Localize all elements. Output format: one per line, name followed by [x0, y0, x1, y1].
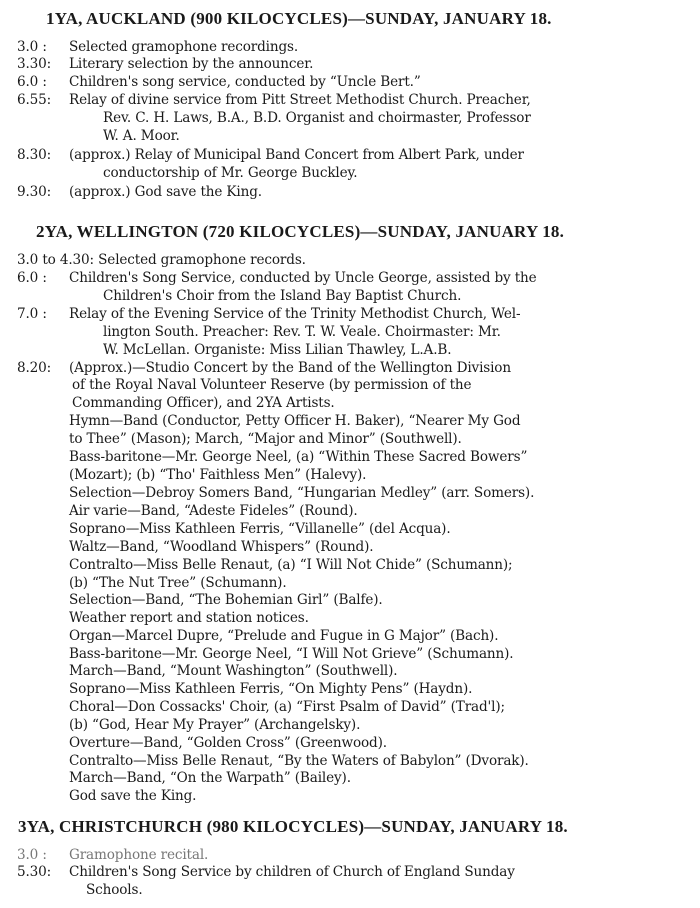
programme-line — [17, 360, 697, 377]
line-text: (approx.) God save the King. — [69, 184, 262, 200]
programme-item: (b) “God, Hear My Prayer” (Archangelsky). — [69, 717, 361, 733]
programme-line — [17, 92, 697, 109]
programme-item: March—Band, “On the Warpath” (Bailey). — [69, 770, 351, 786]
programme-item: Contralto—Miss Belle Renaut, (a) “I Will Not Chide” (Schumann); — [69, 557, 513, 573]
programme-line-continued: Rev. C. H. Laws, B.A., B.D. Organist and choirmaster, Professor — [103, 110, 531, 126]
time-label: 6.0 : — [17, 74, 47, 90]
section-heading-1ya: 1YA, AUCKLAND (900 KILOCYCLES)—SUNDAY, JANUARY 18. — [46, 9, 552, 28]
section-heading-2ya: 2YA, WELLINGTON (720 KILOCYCLES)—SUNDAY, JANUARY 18. — [36, 222, 565, 241]
time-label: 5.30: — [17, 864, 52, 880]
programme-line-continued: Schools. — [86, 882, 143, 898]
programme-item: Hymn—Band (Conductor, Petty Officer H. Baker), “Nearer My God — [69, 413, 521, 429]
programme-item: to Thee” (Mason); March, “Major and Minor” (Southwell). — [69, 431, 462, 447]
programme-line — [17, 147, 697, 164]
programme-line — [17, 252, 697, 269]
time-label: 6.55: — [17, 92, 52, 108]
programme-item: Selection—Band, “The Bohemian Girl” (Balfe). — [69, 592, 383, 608]
line-text: Literary selection by the announcer. — [69, 56, 314, 72]
programme-line-continued: of the Royal Naval Volunteer Reserve (by permission of the — [72, 377, 472, 393]
programme-item: Overture—Band, “Golden Cross” (Greenwood). — [69, 735, 387, 751]
line-text: (Approx.)—Studio Concert by the Band of the Wellington Division — [69, 360, 511, 376]
programme-item: God save the King. — [69, 788, 197, 804]
programme-line — [17, 56, 697, 73]
programme-item: Bass-baritone—Mr. George Neel, “I Will Not Grieve” (Schumann). — [69, 646, 514, 662]
line-text: Gramophone recital. — [69, 847, 209, 863]
time-label: 9.30: — [17, 184, 52, 200]
programme-item: Organ—Marcel Dupre, “Prelude and Fugue in G Major” (Bach). — [69, 628, 499, 644]
programme-item: (b) “The Nut Tree” (Schumann). — [69, 575, 287, 591]
programme-line — [17, 847, 697, 864]
programme-item: (Mozart); (b) “Tho' Faithless Men” (Halevy). — [69, 467, 367, 483]
programme-line — [17, 864, 697, 881]
time-label: 8.30: — [17, 147, 52, 163]
line-text: (approx.) Relay of Municipal Band Concert from Albert Park, under — [69, 147, 524, 163]
section-heading-3ya: 3YA, CHRISTCHURCH (980 KILOCYCLES)—SUNDAY, JANUARY 18. — [18, 817, 568, 836]
programme-item: Air varie—Band, “Adeste Fideles” (Round). — [69, 503, 358, 519]
time-label: 8.20: — [17, 360, 52, 376]
programme-line — [17, 306, 697, 323]
line-text: Selected gramophone recordings. — [69, 39, 299, 55]
programme-line — [17, 74, 697, 91]
programme-line — [17, 39, 697, 56]
programme-line-continued: conductorship of Mr. George Buckley. — [103, 165, 358, 181]
programme-item: Weather report and station notices. — [69, 610, 309, 626]
time-label: 3.30: — [17, 56, 52, 72]
programme-item: Choral—Don Cossacks' Choir, (a) “First Psalm of David” (Trad'l); — [69, 699, 505, 715]
line-text: Children's song service, conducted by “Uncle Bert.” — [69, 74, 421, 90]
programme-item: Bass-baritone—Mr. George Neel, (a) “Within These Sacred Bowers” — [69, 449, 528, 465]
time-label: 7.0 : — [17, 306, 47, 322]
programme-line-continued: Commanding Officer), and 2YA Artists. — [72, 395, 335, 411]
line-text: Children's Song Service by children of Church of England Sunday — [69, 864, 515, 880]
time-label: 3.0 : — [17, 39, 47, 55]
programme-line-continued: Children's Choir from the Island Bay Baptist Church. — [103, 288, 462, 304]
programme-item: Soprano—Miss Kathleen Ferris, “Villanelle” (del Acqua). — [69, 521, 451, 537]
programme-item: March—Band, “Mount Washington” (Southwell). — [69, 663, 398, 679]
line-text: Relay of the Evening Service of the Trinity Methodist Church, Wel- — [69, 306, 521, 322]
programme-line-continued: W. McLellan. Organiste: Miss Lilian Thawley, L.A.B. — [103, 342, 452, 358]
programme-line — [17, 184, 697, 201]
programme-item: Waltz—Band, “Woodland Whispers” (Round). — [69, 539, 374, 555]
programme-line — [17, 270, 697, 287]
programme-item: Soprano—Miss Kathleen Ferris, “On Mighty Pens” (Haydn). — [69, 681, 473, 697]
time-label: 3.0 : — [17, 847, 47, 863]
line-text: Children's Song Service, conducted by Uncle George, assisted by the — [69, 270, 537, 286]
line-text: Selected gramophone records. — [98, 252, 306, 268]
programme-line-continued: W. A. Moor. — [103, 128, 180, 144]
time-label: 6.0 : — [17, 270, 47, 286]
programme-item: Selection—Debroy Somers Band, “Hungarian Medley” (arr. Somers). — [69, 485, 535, 501]
programme-line-continued: lington South. Preacher: Rev. T. W. Veale. Choirmaster: Mr. — [103, 324, 501, 340]
line-text: Relay of divine service from Pitt Street Methodist Church. Preacher, — [69, 92, 531, 108]
time-label: 3.0 to 4.30: — [17, 252, 94, 268]
programme-item: Contralto—Miss Belle Renaut, “By the Waters of Babylon” (Dvorak). — [69, 753, 529, 769]
